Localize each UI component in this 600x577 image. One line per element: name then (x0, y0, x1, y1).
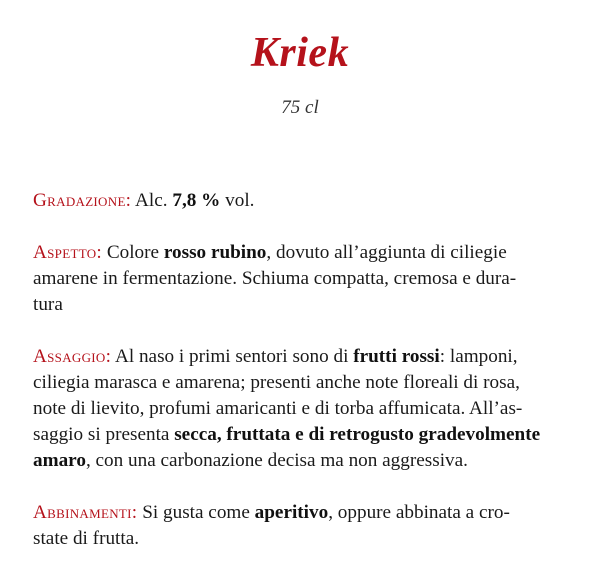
abbinamenti-line-2: state di frutta. (33, 528, 140, 549)
section-gradazione (33, 188, 563, 214)
aspetto-line-2: amarene in fermentazione. Schiuma compatta, cremosa e dura- (33, 268, 517, 289)
section-assaggio (33, 344, 563, 474)
section-abbinamenti (33, 500, 563, 552)
gradazione-text: Alc. (131, 190, 173, 211)
aspetto-label: Aspetto: (33, 242, 103, 263)
assaggio-frutti: frutti rossi (353, 346, 440, 367)
abbinamenti-aperitivo: aperitivo (254, 502, 329, 523)
volume-subtitle: 75 cl (281, 97, 319, 118)
assaggio-text-3: saggio si presenta (33, 424, 175, 445)
assaggio-amaro: amaro (33, 450, 86, 471)
gradazione-line (33, 188, 563, 214)
assaggio-line-5 (33, 448, 563, 474)
aspetto-color: rosso rubino (163, 242, 267, 263)
page-title: Kriek (250, 30, 350, 76)
assaggio-line-2: ciliegia marasca e amarena; presenti anche note floreali di rosa, (33, 372, 520, 393)
aspetto-text-2: , dovuto all’aggiunta di ciliegie (266, 242, 507, 263)
abbinamenti-text-1: Si gusta come (137, 502, 255, 523)
assaggio-text-1: Al naso i primi sentori sono di (111, 346, 354, 367)
gradazione-value: 7,8 % (172, 190, 221, 211)
gradazione-label: Gradazione: (33, 190, 132, 211)
abbinamenti-text-2: , oppure abbinata a cro- (328, 502, 510, 523)
abbinamenti-line-1 (33, 500, 563, 526)
abbinamenti-label: Abbinamenti: (33, 502, 138, 523)
assaggio-profile: secca, fruttata e di retrogusto gradevolmente (174, 424, 541, 445)
aspetto-text-1: Colore (102, 242, 164, 263)
gradazione-unit: vol. (220, 190, 255, 211)
assaggio-text-4: , con una carbonazione decisa ma non aggressiva. (85, 450, 468, 471)
section-aspetto (33, 240, 563, 318)
assaggio-label: Assaggio: (33, 346, 112, 367)
assaggio-line-1 (33, 344, 563, 370)
assaggio-line-3: note di lievito, profumi amaricanti e di torba affumicata. All’as- (33, 398, 523, 419)
assaggio-text-2: : lamponi, (439, 346, 518, 367)
aspetto-line-1 (33, 240, 563, 266)
aspetto-line-3: tura (33, 294, 63, 315)
assaggio-line-4 (33, 422, 563, 448)
